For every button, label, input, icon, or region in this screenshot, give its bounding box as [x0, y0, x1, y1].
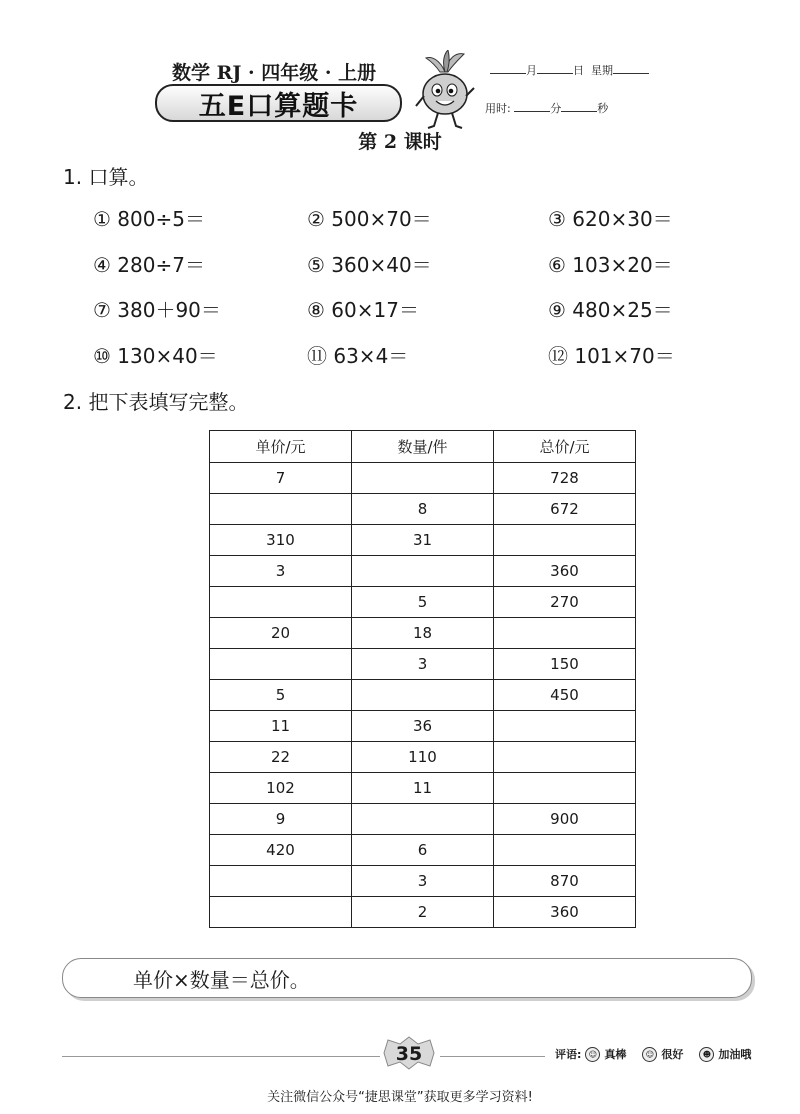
- table-row: [210, 742, 636, 773]
- cell-unit-price: 3: [210, 556, 352, 587]
- evaluation-option: 很好: [661, 1048, 684, 1061]
- table-row: [210, 525, 636, 556]
- page-number: 35: [395, 1043, 423, 1065]
- card-title-banner: 五E口算题卡: [155, 84, 402, 122]
- cell-unit-price: 102: [210, 773, 352, 804]
- cell-quantity: 6: [352, 835, 494, 866]
- lesson-title: 第 2 课时: [358, 131, 442, 153]
- calc-item: ⑨ 480×25＝: [548, 298, 673, 322]
- section2-title: 2. 把下表填写完整。: [63, 390, 249, 414]
- weekday-label: 星期: [591, 64, 613, 77]
- minutes-blank[interactable]: [514, 100, 550, 112]
- calc-item: ⑤ 360×40＝: [307, 253, 432, 277]
- table-header-row: [210, 431, 636, 463]
- cell-total-price[interactable]: [494, 773, 636, 804]
- smile-face-icon[interactable]: ☺: [585, 1047, 600, 1062]
- cell-quantity: 2: [352, 897, 494, 928]
- cell-total-price: 672: [494, 494, 636, 525]
- cell-quantity: 8: [352, 494, 494, 525]
- table-row: [210, 897, 636, 928]
- table-row: [210, 494, 636, 525]
- cell-quantity: 36: [352, 711, 494, 742]
- calc-item: ⑥ 103×20＝: [548, 253, 673, 277]
- cell-quantity: 3: [352, 866, 494, 897]
- header-total-price: 总价/元: [494, 431, 636, 463]
- evaluation-option: 真棒: [604, 1048, 627, 1061]
- cell-total-price: 360: [494, 556, 636, 587]
- table-row: [210, 618, 636, 649]
- table-row: [210, 711, 636, 742]
- cell-total-price: 150: [494, 649, 636, 680]
- cell-total-price: 870: [494, 866, 636, 897]
- header-unit-price: 单价/元: [210, 431, 352, 463]
- table-row: [210, 804, 636, 835]
- cell-unit-price: 7: [210, 463, 352, 494]
- cell-total-price: 450: [494, 680, 636, 711]
- weekday-blank[interactable]: [613, 62, 649, 74]
- evaluation-option: 加油哦: [718, 1048, 752, 1061]
- cell-total-price: 728: [494, 463, 636, 494]
- cheer-face-icon[interactable]: ☻: [699, 1047, 714, 1062]
- cell-unit-price[interactable]: [210, 897, 352, 928]
- calc-item: ⑪ 63×4＝: [307, 344, 409, 368]
- cell-quantity: 3: [352, 649, 494, 680]
- minutes-label: 分: [550, 102, 562, 115]
- price-table: [209, 430, 636, 928]
- time-field[interactable]: [485, 100, 608, 116]
- cell-quantity: 110: [352, 742, 494, 773]
- grin-face-icon[interactable]: ☺: [642, 1047, 657, 1062]
- cell-total-price[interactable]: [494, 711, 636, 742]
- cell-quantity: 11: [352, 773, 494, 804]
- cell-quantity: 31: [352, 525, 494, 556]
- calc-item: ① 800÷5＝: [93, 207, 205, 231]
- cell-unit-price: 11: [210, 711, 352, 742]
- promo-note: 关注微信公众号“捷思课堂”获取更多学习资料!: [267, 1090, 533, 1105]
- cell-quantity: 18: [352, 618, 494, 649]
- time-label: 用时:: [485, 102, 511, 115]
- table-row: [210, 835, 636, 866]
- cell-unit-price: 22: [210, 742, 352, 773]
- calc-item: ⑩ 130×40＝: [93, 344, 218, 368]
- seconds-blank[interactable]: [561, 100, 597, 112]
- footer-divider-right: [440, 1056, 545, 1057]
- cell-unit-price: 310: [210, 525, 352, 556]
- cell-total-price[interactable]: [494, 618, 636, 649]
- cell-quantity[interactable]: [352, 556, 494, 587]
- footer-divider-left: [62, 1056, 380, 1057]
- header-quantity: 数量/件: [352, 431, 494, 463]
- cell-unit-price: 9: [210, 804, 352, 835]
- cell-unit-price: 420: [210, 835, 352, 866]
- cell-total-price: 270: [494, 587, 636, 618]
- cell-total-price: 900: [494, 804, 636, 835]
- cell-unit-price[interactable]: [210, 649, 352, 680]
- day-label: 日: [573, 64, 584, 77]
- cell-unit-price[interactable]: [210, 866, 352, 897]
- seconds-label: 秒: [597, 102, 609, 115]
- day-blank[interactable]: [537, 62, 573, 74]
- cell-unit-price[interactable]: [210, 494, 352, 525]
- evaluation-label: 评语:: [555, 1048, 582, 1061]
- cell-quantity[interactable]: [352, 804, 494, 835]
- subject-label: 数学 RJ · 四年级 · 上册: [172, 62, 377, 84]
- cell-quantity[interactable]: [352, 680, 494, 711]
- cell-total-price[interactable]: [494, 525, 636, 556]
- section1-title: 1. 口算。: [63, 165, 149, 189]
- table-row: [210, 556, 636, 587]
- month-blank[interactable]: [490, 62, 526, 74]
- evaluation-bar: [555, 1046, 751, 1062]
- radish-mascot-icon: [412, 50, 478, 130]
- cell-unit-price[interactable]: [210, 587, 352, 618]
- cell-quantity[interactable]: [352, 463, 494, 494]
- calc-item: ④ 280÷7＝: [93, 253, 205, 277]
- calc-item: ⑫ 101×70＝: [548, 344, 675, 368]
- table-row: [210, 866, 636, 897]
- table-row: [210, 773, 636, 804]
- cell-quantity: 5: [352, 587, 494, 618]
- calc-item: ⑦ 380＋90＝: [93, 298, 221, 322]
- table-row: [210, 649, 636, 680]
- month-label: 月: [526, 64, 537, 77]
- table-row: [210, 463, 636, 494]
- calc-item: ③ 620×30＝: [548, 207, 673, 231]
- table-row: [210, 587, 636, 618]
- calc-item: ② 500×70＝: [307, 207, 432, 231]
- table-row: [210, 680, 636, 711]
- cell-total-price[interactable]: [494, 742, 636, 773]
- cell-unit-price: 20: [210, 618, 352, 649]
- date-field[interactable]: [490, 62, 649, 78]
- cell-unit-price: 5: [210, 680, 352, 711]
- cell-total-price[interactable]: [494, 835, 636, 866]
- calc-item: ⑧ 60×17＝: [307, 298, 419, 322]
- formula-tip-text: 单价×数量＝总价。: [133, 968, 310, 992]
- cell-total-price: 360: [494, 897, 636, 928]
